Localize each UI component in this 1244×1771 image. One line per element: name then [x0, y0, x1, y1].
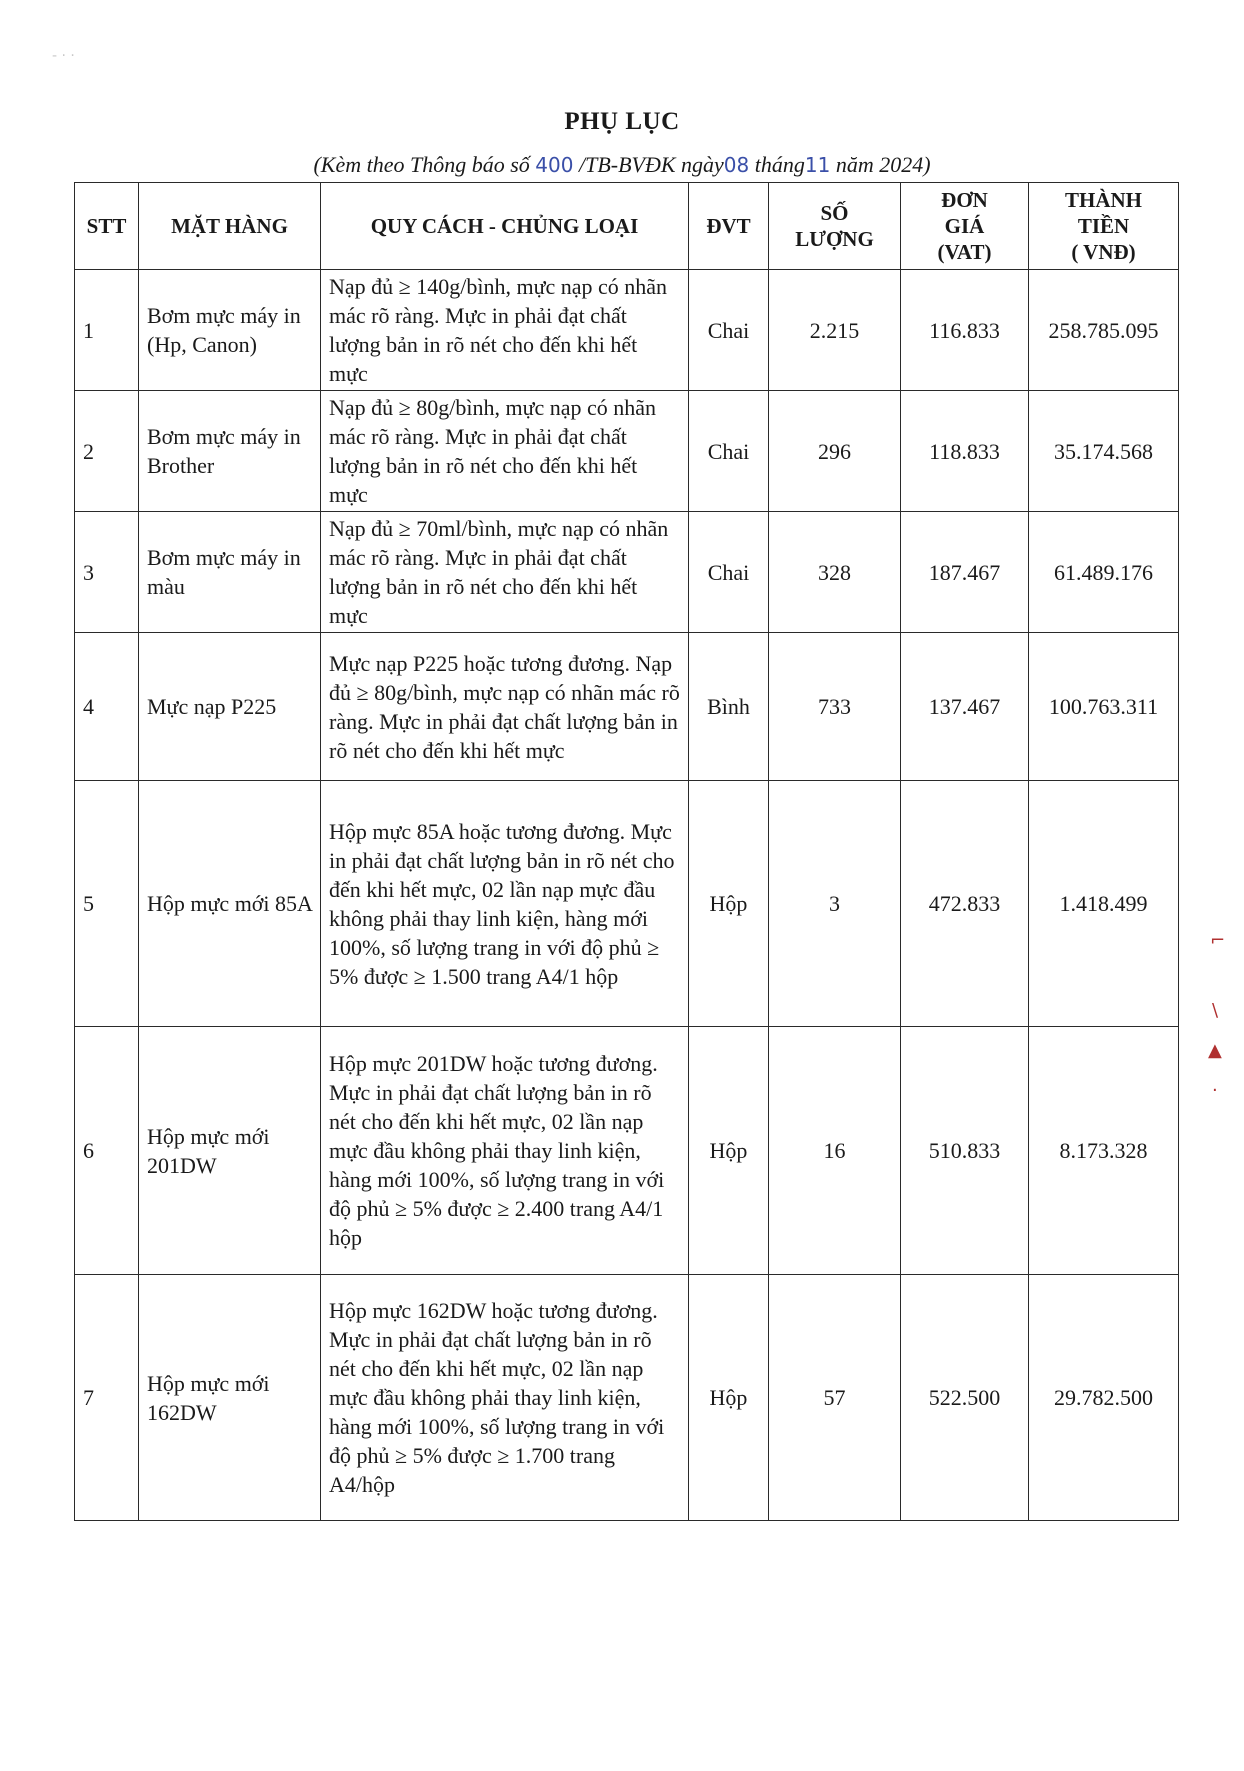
header-quantity [769, 183, 901, 270]
subtitle-text: /TB-BVĐK ngày [573, 152, 724, 177]
cell-quantity: 2.215 [769, 270, 901, 391]
header-item: MẶT HÀNG [139, 183, 321, 270]
cell-spec: Nạp đủ ≥ 140g/bình, mực nạp có nhãn mác rõ ràng. Mực in phải đạt chất lượng bản in rõ nét cho đến khi hết mực [321, 270, 689, 391]
cell-stt: 5 [75, 781, 139, 1027]
table-row [75, 512, 1179, 633]
cell-spec: Hộp mực 201DW hoặc tương đương. Mực in phải đạt chất lượng bản in rõ nét cho đến khi hết mực, 02 lần nạp mực đầu không phải thay linh kiện, hàng mới 100%, số lượng trang in với độ phủ ≥ 5% được ≥ 2.400 trang A4/1 hộp [321, 1027, 689, 1275]
cell-quantity: 16 [769, 1027, 901, 1275]
cell-item: Mực nạp P225 [139, 633, 321, 781]
table-row [75, 781, 1179, 1027]
cell-unit: Hộp [689, 781, 769, 1027]
handwritten-notice-number: 400 [535, 153, 574, 177]
table-row [75, 270, 1179, 391]
header-total-line: ( VNĐ) [1071, 240, 1136, 264]
cell-unit: Chai [689, 512, 769, 633]
cell-total: 61.489.176 [1029, 512, 1179, 633]
header-row [75, 183, 1179, 270]
table-row [75, 391, 1179, 512]
cell-total: 8.173.328 [1029, 1027, 1179, 1275]
header-quantity-line: SỐ [820, 201, 849, 225]
header-quantity-line: LƯỢNG [795, 227, 874, 251]
header-price-line: ĐƠN [941, 188, 988, 212]
cell-unit-price: 187.467 [901, 512, 1029, 633]
cell-unit-price: 118.833 [901, 391, 1029, 512]
cell-quantity: 328 [769, 512, 901, 633]
cell-unit: Chai [689, 270, 769, 391]
cell-unit: Hộp [689, 1027, 769, 1275]
table-row [75, 1275, 1179, 1521]
cell-item: Hộp mực mới 162DW [139, 1275, 321, 1521]
subtitle-text: tháng [749, 152, 805, 177]
cell-quantity: 733 [769, 633, 901, 781]
header-spec: QUY CÁCH - CHỦNG LOẠI [321, 183, 689, 270]
cell-total: 35.174.568 [1029, 391, 1179, 512]
stamp-edge-mark: \ [1212, 1000, 1219, 1021]
stamp-edge-mark: ⌐ [1210, 930, 1226, 951]
cell-spec: Hộp mực 85A hoặc tương đương. Mực in phải đạt chất lượng bản in rõ nét cho đến khi hết mực, 02 lần nạp mực đầu không phải thay linh kiện, hàng mới 100%, số lượng trang in với độ phủ ≥ 5% được ≥ 1.500 trang A4/1 hộp [321, 781, 689, 1027]
cell-item: Bơm mực máy in màu [139, 512, 321, 633]
subtitle-text: năm 2024) [830, 152, 931, 177]
cell-unit-price: 116.833 [901, 270, 1029, 391]
cell-stt: 2 [75, 391, 139, 512]
cell-unit-price: 137.467 [901, 633, 1029, 781]
cell-spec: Mực nạp P225 hoặc tương đương. Nạp đủ ≥ 80g/bình, mực nạp có nhãn mác rõ ràng. Mực in phải đạt chất lượng bản in rõ nét cho đến khi hết mực [321, 633, 689, 781]
cell-unit-price: 522.500 [901, 1275, 1029, 1521]
cell-stt: 3 [75, 512, 139, 633]
cell-item: Bơm mực máy in (Hp, Canon) [139, 270, 321, 391]
cell-stt: 1 [75, 270, 139, 391]
cell-item: Hộp mực mới 201DW [139, 1027, 321, 1275]
handwritten-day: 08 [723, 153, 750, 177]
scan-artifact: - · · [52, 48, 75, 64]
cell-total: 29.782.500 [1029, 1275, 1179, 1521]
cell-unit: Chai [689, 391, 769, 512]
header-unit: ĐVT [689, 183, 769, 270]
cell-quantity: 57 [769, 1275, 901, 1521]
header-price-line: GIÁ [944, 214, 985, 238]
cell-spec: Nạp đủ ≥ 70ml/bình, mực nạp có nhãn mác rõ ràng. Mực in phải đạt chất lượng bản in rõ nét cho đến khi hết mực [321, 512, 689, 633]
table-row [75, 633, 1179, 781]
cell-unit-price: 510.833 [901, 1027, 1029, 1275]
header-total-line: TIỀN [1077, 214, 1130, 238]
page-subtitle [0, 152, 1244, 178]
cell-unit: Hộp [689, 1275, 769, 1521]
cell-spec: Nạp đủ ≥ 80g/bình, mực nạp có nhãn mác rõ ràng. Mực in phải đạt chất lượng bản in rõ nét cho đến khi hết mực [321, 391, 689, 512]
cell-item: Hộp mực mới 85A [139, 781, 321, 1027]
cell-unit-price: 472.833 [901, 781, 1029, 1027]
header-total-line: THÀNH [1064, 188, 1142, 212]
cell-unit: Bình [689, 633, 769, 781]
cell-stt: 6 [75, 1027, 139, 1275]
cell-item: Bơm mực máy in Brother [139, 391, 321, 512]
table-row [75, 1027, 1179, 1275]
subtitle-text: (Kèm theo Thông báo số [313, 152, 536, 177]
header-unit-price [901, 183, 1029, 270]
stamp-edge-mark: ▲ [1208, 1040, 1222, 1061]
cell-quantity: 3 [769, 781, 901, 1027]
header-price-line: (VAT) [937, 240, 992, 264]
cell-stt: 7 [75, 1275, 139, 1521]
cell-spec: Hộp mực 162DW hoặc tương đương. Mực in phải đạt chất lượng bản in rõ nét cho đến khi hết mực, 02 lần nạp mực đầu không phải thay linh kiện, hàng mới 100%, số lượng trang in với độ phủ ≥ 5% được ≥ 1.700 trang A4/hộp [321, 1275, 689, 1521]
cell-total: 1.418.499 [1029, 781, 1179, 1027]
cell-total: 100.763.311 [1029, 633, 1179, 781]
cell-total: 258.785.095 [1029, 270, 1179, 391]
cell-stt: 4 [75, 633, 139, 781]
stamp-edge-mark: · [1212, 1080, 1218, 1101]
page-title: PHỤ LỤC [564, 108, 680, 135]
header-total [1029, 183, 1179, 270]
cell-quantity: 296 [769, 391, 901, 512]
handwritten-month: 11 [804, 153, 831, 177]
appendix-table [74, 182, 1179, 1521]
header-stt: STT [75, 183, 139, 270]
